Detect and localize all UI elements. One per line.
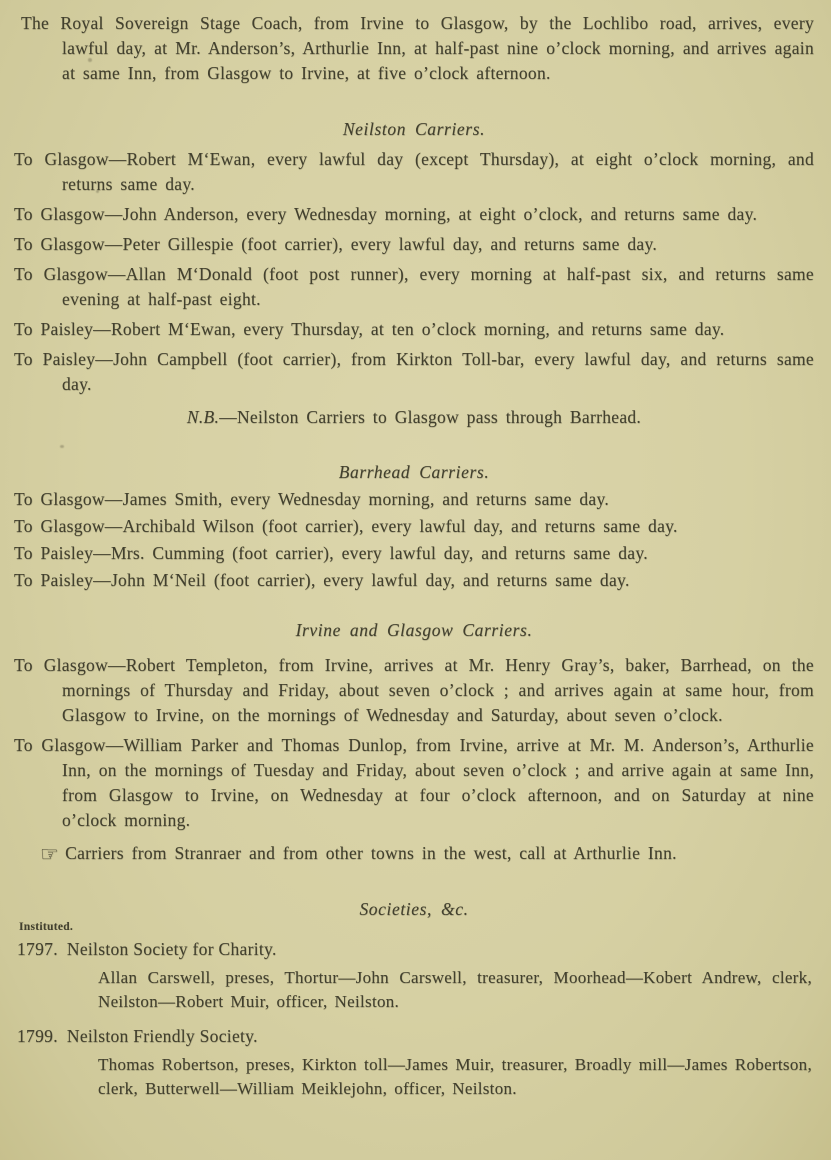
society-item: [14, 937, 814, 1014]
manicule-icon: ☞: [40, 842, 60, 866]
hand-note: [14, 841, 814, 867]
hand-note-text: Carriers from Stranraer and from other towns in the west, call at Arthurlie Inn.: [65, 843, 677, 863]
ink-speck: [88, 58, 92, 62]
society-officers: Thomas Robertson, preses, Kirkton toll—James Muir, treasurer, Broadly mill—James Robertson, clerk, Butterwell—William Meiklejohn, officer, Neilston.: [98, 1055, 812, 1098]
section-title-neilston-carriers: Neilston Carriers.: [342, 119, 486, 139]
society-name: Neilston Friendly Society.: [66, 1026, 258, 1046]
carrier-entry: To Glasgow—Allan M‘Donald (foot post runner), every morning at half-past six, and returns same evening at half-past eight.: [14, 264, 814, 309]
carrier-entry: To Glasgow—John Anderson, every Wednesday morning, at eight o’clock, and returns same day.: [14, 204, 758, 224]
society-year: 1797.: [17, 939, 58, 959]
section-title-irvine-glasgow-carriers: Irvine and Glasgow Carriers.: [295, 620, 533, 640]
section-title-societies: Societies, &c.: [359, 899, 469, 919]
society-officers: Allan Carswell, preses, Thortur—John Carswell, treasurer, Moorhead—Kobert Andrew, clerk, Neilston—Robert Muir, officer, Neilston.: [98, 968, 812, 1011]
carrier-entry: To Glasgow—Peter Gillespie (foot carrier), every lawful day, and returns same day.: [14, 234, 658, 254]
society-heading: [14, 1024, 814, 1049]
ink-speck: [96, 190, 99, 193]
carrier-entry: To Paisley—John M‘Neil (foot carrier), every lawful day, and returns same day.: [14, 570, 630, 590]
society-year: 1799.: [17, 1026, 58, 1046]
intro-paragraph: The Royal Sovereign Stage Coach, from Irvine to Glasgow, by the Lochlibo road, arrives, every lawful day, at Mr. Anderson’s, Arthurlie Inn, at half-past nine o’clock morning, and arrives again at same Inn, from Glasgow to Irvine, at five o’clock afternoon.: [21, 13, 814, 83]
ink-speck: [60, 445, 64, 448]
society-name: Neilston Society for Charity.: [66, 939, 277, 959]
section-title-barrhead-carriers: Barrhead Carriers.: [338, 462, 490, 482]
carrier-entry: To Glasgow—James Smith, every Wednesday morning, and returns same day.: [14, 489, 610, 509]
carrier-entry: To Glasgow—Robert M‘Ewan, every lawful day (except Thursday), at eight o’clock morning, and returns same day.: [14, 149, 814, 194]
carrier-entry: To Glasgow—William Parker and Thomas Dunlop, from Irvine, arrive at Mr. M. Anderson’s, Arthurlie Inn, on the mornings of Tuesday and Friday, about seven o’clock ; and arrive again at same Inn, from Glasgow to Irvine, on Wednesday at four o’clock afternoon, and on Saturday at nine o’clock morning.: [14, 735, 814, 830]
nb-text: —Neilston Carriers to Glasgow pass through Barrhead.: [219, 407, 642, 427]
instituted-label: Instituted.: [19, 921, 74, 933]
carrier-entry: To Paisley—Robert M‘Ewan, every Thursday, at ten o’clock morning, and returns same day.: [14, 319, 725, 339]
carrier-entry: To Paisley—Mrs. Cumming (foot carrier), every lawful day, and returns same day.: [14, 543, 648, 563]
carrier-entry: To Glasgow—Robert Templeton, from Irvine, arrives at Mr. Henry Gray’s, baker, Barrhead, on the mornings of Thursday and Friday, about seven o’clock ; and arrives again at same hour, from Glasgow to Irvine, on the mornings of Wednesday and Saturday, about seven o’clock.: [14, 655, 814, 725]
society-item: [14, 1024, 814, 1101]
carrier-entry: To Paisley—John Campbell (foot carrier), from Kirkton Toll-bar, every lawful day, and returns same day.: [14, 349, 814, 394]
carrier-entry: To Glasgow—Archibald Wilson (foot carrier), every lawful day, and returns same day.: [14, 516, 678, 536]
nb-label: N.B.: [186, 407, 220, 427]
society-heading: [14, 937, 814, 962]
nb-note: [14, 405, 814, 430]
